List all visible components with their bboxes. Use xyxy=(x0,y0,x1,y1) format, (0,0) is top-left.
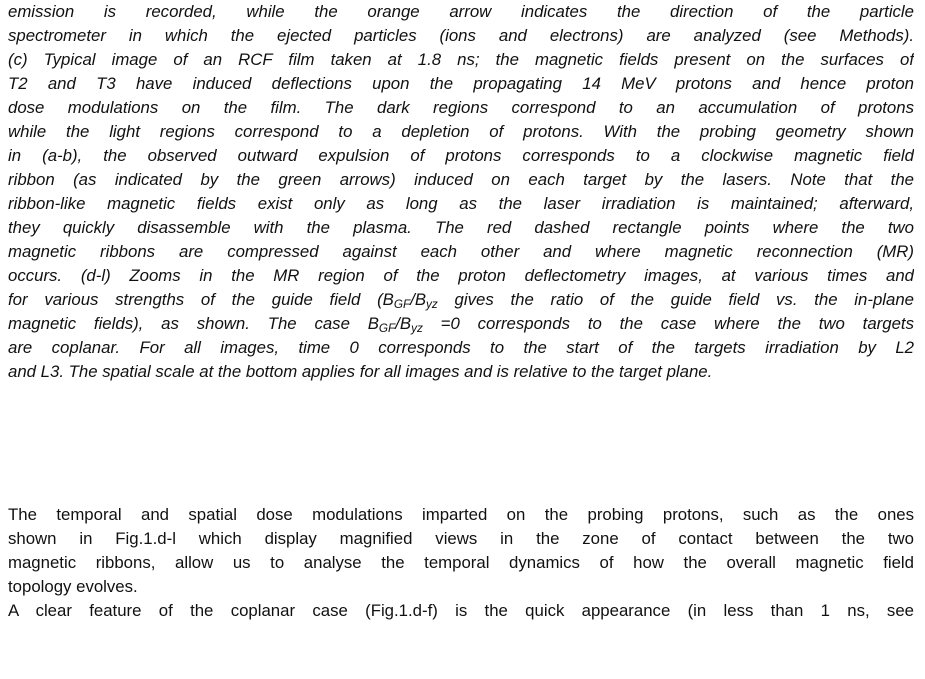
caption-line: ribbon-like magnetic fields exist only as long as the laser irradiation is maintained; afterward, xyxy=(8,194,914,213)
paragraph-line: A clear feature of the coplanar case (Fig.1.d-f) is the quick appearance (in less than 1 ns, see xyxy=(8,601,914,620)
caption-line-guide-field: for various strengths of the guide field ($B_{GF}/B_{yz}$ gives the ratio of the guide field vs. the in-plane xyxy=(8,290,914,311)
caption-line: they quickly disassemble with the plasma. The red dashed rectangle points where the two xyxy=(8,218,914,237)
caption-line: while the light regions correspond to a depletion of protons. With the probing geometry shown xyxy=(8,122,914,141)
caption-line-last: and L3. The spatial scale at the bottom applies for all images and is relative to the target plane. xyxy=(8,362,713,381)
paragraph-line: shown in Fig.1.d-l which display magnified views in the zone of contact between the two xyxy=(8,529,914,548)
paragraph-line-last: topology evolves. xyxy=(8,577,138,596)
body-paragraph-coplanar-case xyxy=(8,599,914,623)
caption-line: T2 and T3 have induced deflections upon the propagating 14 MeV protons and hence proton xyxy=(8,74,914,93)
caption-line: in (a-b), the observed outward expulsion of protons corresponds to a clockwise magnetic field xyxy=(8,146,914,165)
figure-caption xyxy=(8,0,914,384)
caption-line: dose modulations on the film. The dark regions correspond to an accumulation of protons xyxy=(8,98,914,117)
caption-line: occurs. (d-l) Zooms in the MR region of the proton deflectometry images, at various times and xyxy=(8,266,914,285)
caption-line: emission is recorded, while the orange arrow indicates the direction of the particle xyxy=(8,2,914,21)
caption-line: are coplanar. For all images, time 0 corresponds to the start of the targets irradiation by L2 xyxy=(8,338,914,357)
paragraph-line: The temporal and spatial dose modulations imparted on the probing protons, such as the ones xyxy=(8,505,914,524)
caption-line: magnetic ribbons are compressed against each other and where magnetic reconnection (MR) xyxy=(8,242,914,261)
body-paragraph-dose-modulations xyxy=(8,503,914,599)
caption-line: spectrometer in which the ejected particles (ions and electrons) are analyzed (see Methods). xyxy=(8,26,914,45)
caption-line-coplanar-case: magnetic fields), as shown. The case $B_{GF}/B_{yz} =0$ corresponds to the case where the two targets xyxy=(8,314,914,335)
caption-line: ribbon (as indicated by the green arrows) induced on each target by the lasers. Note that the xyxy=(8,170,914,189)
caption-line: (c) Typical image of an RCF film taken at 1.8 ns; the magnetic fields present on the surfaces of xyxy=(8,50,914,69)
paragraph-line: magnetic ribbons, allow us to analyse the temporal dynamics of how the overall magnetic field xyxy=(8,553,914,572)
